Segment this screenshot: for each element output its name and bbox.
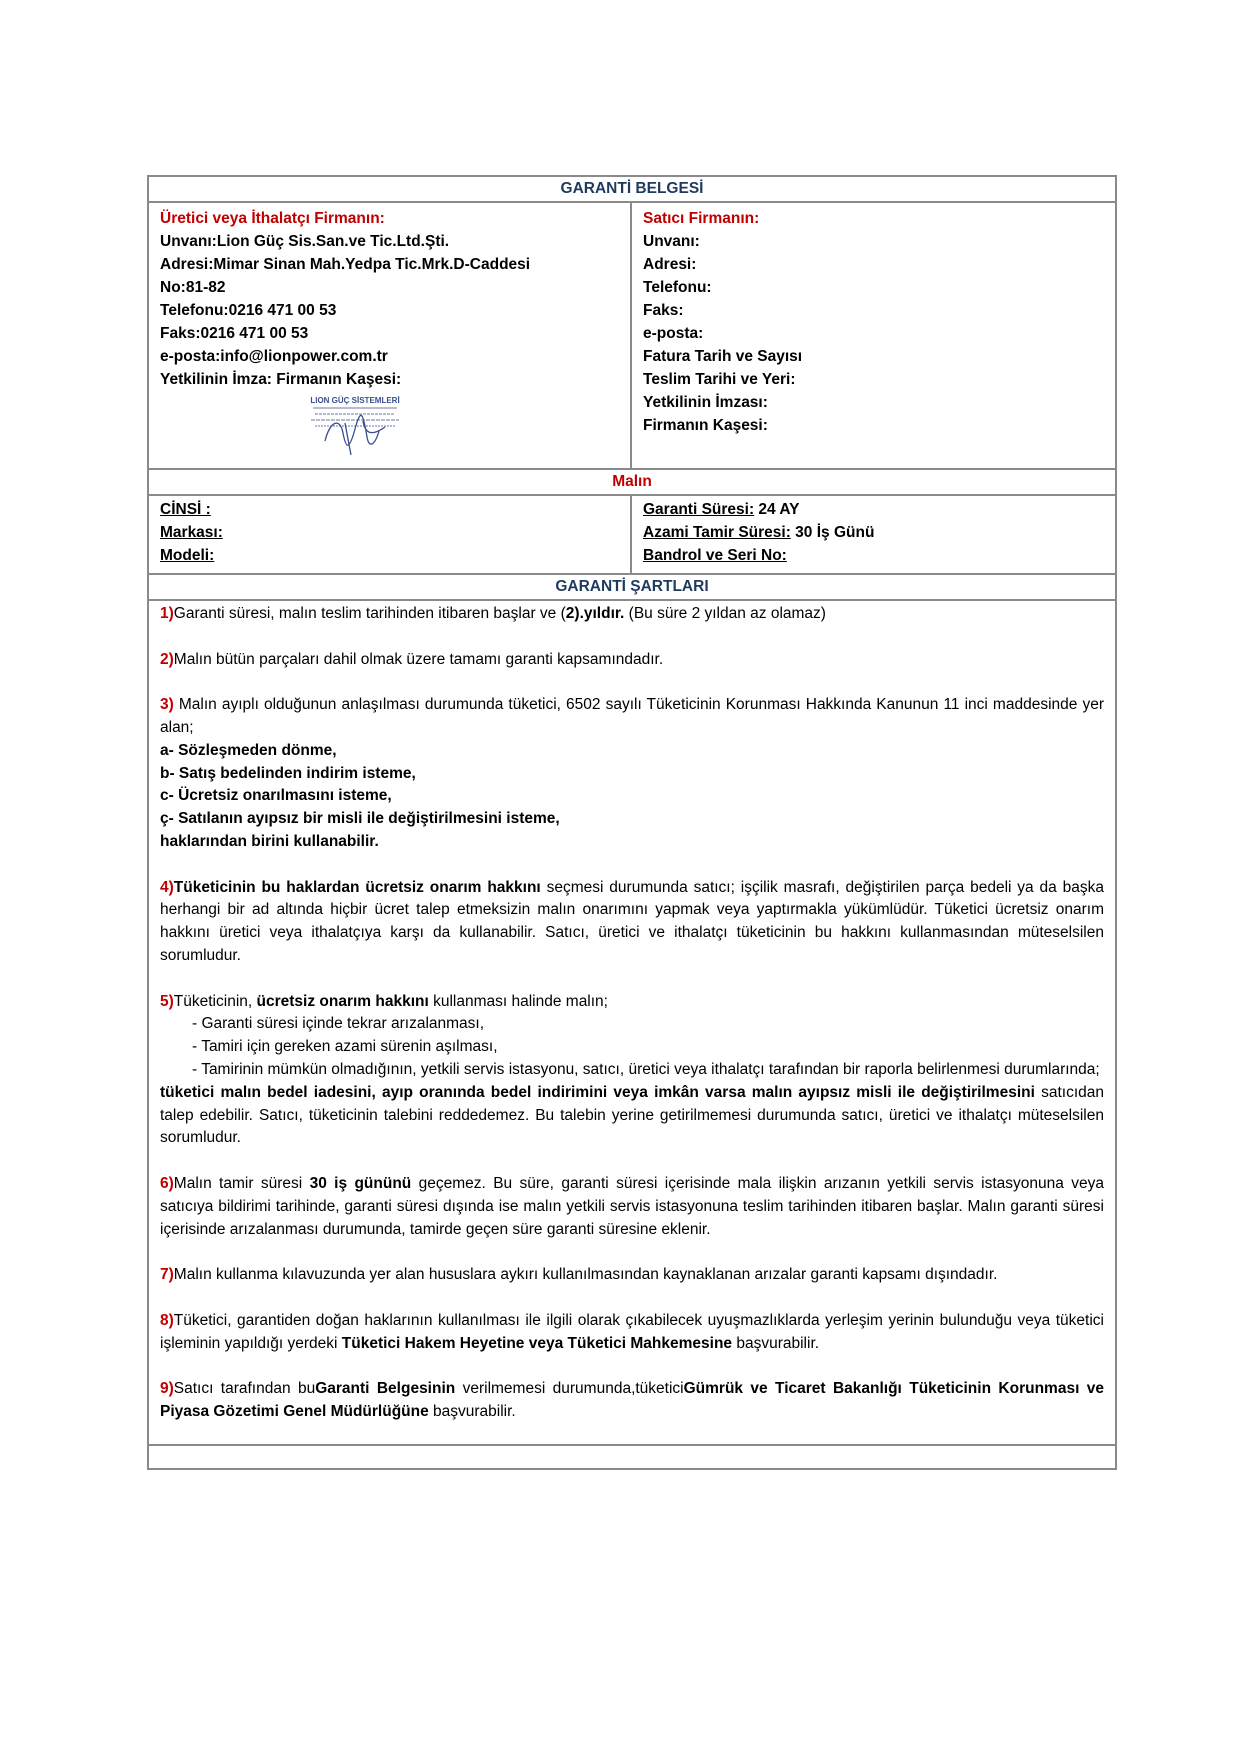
- warranty-period: [643, 498, 1105, 521]
- seller-heading: Satıcı Firmanın:: [643, 210, 760, 227]
- product-left: [149, 496, 632, 573]
- seller-phone: Telefonu:: [643, 279, 712, 296]
- product-section: [149, 496, 1115, 575]
- terms-heading: GARANTİ ŞARTLARI: [149, 575, 1115, 601]
- max-repair-time-value: 30 İş Günü: [790, 524, 875, 541]
- term-5: [160, 991, 1104, 1151]
- document-title: GARANTİ BELGESİ: [149, 177, 1115, 203]
- warranty-period-label: Garanti Süresi:: [643, 501, 755, 518]
- seller-block: [632, 203, 1115, 468]
- seller-fax: Faks:: [643, 302, 684, 319]
- manufacturer-address: Adresi:Mimar Sinan Mah.Yedpa Tic.Mrk.D-Caddesi: [160, 256, 531, 273]
- term-bold: Tüketici Hakem Heyetine veya Tüketici Mahkemesine: [341, 1334, 733, 1352]
- term-7: [160, 1264, 1104, 1287]
- manufacturer-phone: Telefonu:0216 471 00 53: [160, 302, 337, 319]
- term-8: [160, 1310, 1104, 1356]
- term-2: [160, 649, 1104, 672]
- term-text: verilmemesi durumunda,tüketici: [455, 1380, 684, 1398]
- seller-invoice: Fatura Tarih ve Sayısı: [643, 348, 803, 365]
- term-6: [160, 1173, 1104, 1241]
- serial-number: Bandrol ve Seri No:: [643, 547, 787, 564]
- parties-section: [149, 203, 1115, 470]
- term-text: Garanti süresi, malın teslim tarihinden itibaren başlar ve (: [173, 605, 566, 622]
- warranty-period-value: 24 AY: [754, 501, 800, 518]
- term-3-item: ç- Satılanın ayıpsız bir misli ile değiştirilmesini isteme,: [160, 810, 560, 828]
- term-number: 3): [160, 696, 174, 714]
- seller-signature-label: Yetkilinin İmzası:: [643, 394, 768, 411]
- term-text: Tüketicinin,: [173, 992, 257, 1010]
- term-9: [160, 1378, 1104, 1424]
- term-text: seçmesi durumunda satıcı; işçilik masrafı, değiştirilen parça bedeli ya da başka herhangi bir ad altında hiçbir ücret talep etmeksizin malın onarımını yapmak veya yaptırmakla yükümlüdür. Tüketici ücretsiz onarım hakkını üretici veya ithalatçıya karşı da kullanabilir. Satıcı, üretici ve ithalatçı tüketicinin bu hakkını kullanmasından müteselsilen sorumludur.: [160, 878, 1104, 964]
- term-number: 5): [160, 992, 174, 1010]
- term-text: geçemez. Bu süre, garanti süresi içerisinde mala ilişkin arızanın yetkili servis istasyonuna veya satıcıya bildirimi tarihinde, garanti süresi dışında ise malın yetkili servis istasyonuna teslim tarihinden itibaren başlar. Malın garanti süresi içerisinde arızalanması durumunda, tamirde geçen süre garanti süresine eklenir.: [160, 1174, 1104, 1238]
- product-right: [632, 496, 1115, 573]
- manufacturer-fax: Faks:0216 471 00 53: [160, 325, 309, 342]
- term-text: Malın tamir süresi: [173, 1174, 310, 1192]
- manufacturer-heading: Üretici veya İthalatçı Firmanın:: [160, 210, 385, 227]
- term-text: Malın ayıplı olduğunun anlaşılması durumunda tüketici, 6502 sayılı Tüketicinin Korunması Hakkında Kanunun 11 inci maddesinde yer alan;: [160, 696, 1104, 736]
- term-text: (Bu süre 2 yıldan az olamaz): [624, 605, 826, 622]
- term-text: kullanması halinde malın;: [428, 992, 608, 1010]
- term-text: Malın kullanma kılavuzunda yer alan hususlara aykırı kullanılmasından kaynaklanan arızalar garanti kapsamı dışındadır.: [173, 1266, 998, 1284]
- term-number: 1): [160, 605, 174, 622]
- term-number: 9): [160, 1380, 174, 1398]
- manufacturer-address-no: No:81-82: [160, 279, 226, 296]
- term-bold: tüketici malın bedel iadesini, ayıp oranında bedel indirimini veya imkân varsa malın ayıpsız misli ile değiştirilmesini: [160, 1083, 1035, 1101]
- term-bold: Gümrük ve Ticaret Bakanlığı Tüketicinin Korunması ve Piyasa Gözetimi Genel Müdürlüğüne: [160, 1380, 1104, 1420]
- term-5-item: - Tamiri için gereken azami sürenin aşılması,: [192, 1038, 498, 1056]
- term-text: Malın bütün parçaları dahil olmak üzere tamamı garanti kapsamındadır.: [173, 650, 664, 668]
- term-number: 7): [160, 1266, 174, 1284]
- term-text: Tüketici, garantiden doğan haklarının kullanılması ile ilgili olarak çıkabilecek uyuşmazlıklarda yerleşim yerinin bulunduğu veya tüketici işleminin yapıldığı yerdeki: [160, 1311, 1104, 1352]
- term-text: satıcıdan talep edebilir. Satıcı, tüketicinin talebini reddedemez. Bu talebin yerine getirilmemesi durumunda satıcı, üretici ve ithalatçı müteselsilen sorumludur.: [160, 1083, 1104, 1147]
- term-number: 2): [160, 650, 174, 668]
- manufacturer-title: Unvanı:Lion Güç Sis.San.ve Tic.Ltd.Şti.: [160, 233, 450, 250]
- product-heading: Malın: [149, 470, 1115, 496]
- term-4: [160, 877, 1104, 968]
- max-repair-time: [643, 521, 1105, 544]
- seller-email: e-posta:: [643, 325, 704, 342]
- term-number: 6): [160, 1174, 174, 1192]
- company-stamp-signature: [305, 393, 405, 457]
- product-brand: Markası:: [160, 524, 223, 541]
- term-1: [160, 603, 1104, 626]
- product-type: CİNSİ :: [160, 501, 211, 518]
- manufacturer-signature-label: Yetkilinin İmza: Firmanın Kaşesi:: [160, 371, 402, 388]
- term-number: 4): [160, 878, 174, 896]
- term-3-item: haklarından birini kullanabilir.: [160, 832, 379, 850]
- seller-stamp-label: Firmanın Kaşesi:: [643, 417, 768, 434]
- term-5-item: - Tamirinin mümkün olmadığının, yetkili servis istasyonu, satıcı, üretici veya ithalatçı tarafından bir raporla belirlenmesi durumlarında;: [192, 1060, 1100, 1078]
- term-3-item: a- Sözleşmeden dönme,: [160, 741, 337, 759]
- manufacturer-block: [149, 203, 632, 468]
- seller-title: Unvanı:: [643, 233, 700, 250]
- term-bold: ücretsiz onarım hakkını: [256, 992, 429, 1010]
- term-5-item: - Garanti süresi içinde tekrar arızalanması,: [192, 1015, 485, 1033]
- term-number: 8): [160, 1311, 174, 1329]
- seller-delivery: Teslim Tarihi ve Yeri:: [643, 371, 796, 388]
- term-3: [160, 694, 1104, 854]
- term-text: başvurabilir.: [732, 1334, 820, 1352]
- term-text: başvurabilir.: [428, 1402, 516, 1420]
- term-text: Satıcı tarafından bu: [173, 1380, 316, 1398]
- manufacturer-email: e-posta:info@lionpower.com.tr: [160, 348, 388, 365]
- term-3-item: b- Satış bedelinden indirim isteme,: [160, 764, 416, 782]
- svg-text:LION GÜÇ SİSTEMLERİ: LION GÜÇ SİSTEMLERİ: [310, 396, 400, 405]
- term-bold: 30 iş gününü: [309, 1174, 412, 1192]
- empty-footer-row: [149, 1446, 1115, 1468]
- warranty-document: [147, 175, 1117, 1470]
- term-bold: Tüketicinin bu haklardan ücretsiz onarım hakkını: [173, 878, 541, 896]
- seller-address: Adresi:: [643, 256, 697, 273]
- term-bold: Garanti Belgesinin: [315, 1380, 456, 1398]
- product-model: Modeli:: [160, 547, 215, 564]
- term-3-item: c- Ücretsiz onarılmasını isteme,: [160, 787, 392, 805]
- max-repair-time-label: Azami Tamir Süresi:: [643, 524, 791, 541]
- terms-section: [149, 601, 1115, 1446]
- term-bold: 2).yıldır.: [565, 605, 625, 622]
